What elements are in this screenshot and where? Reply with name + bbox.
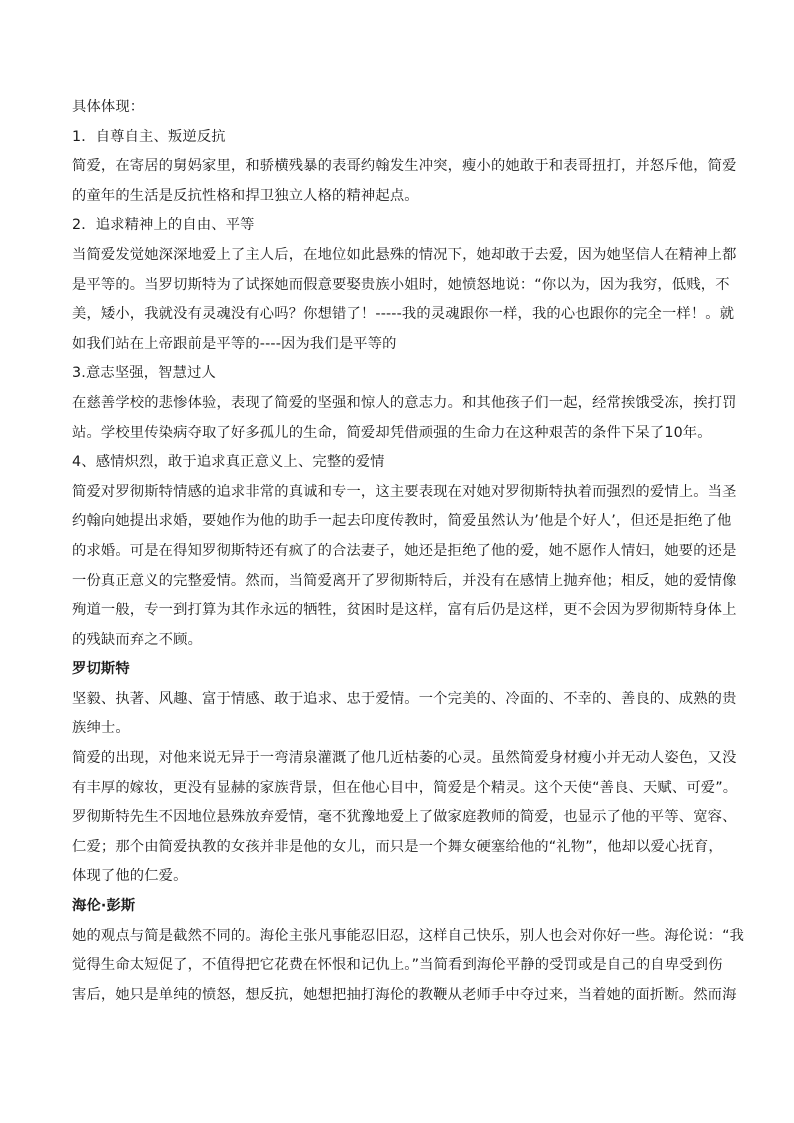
text-line: 3.意志坚强，智慧过人 <box>72 365 216 382</box>
text-line: 约翰向她提出求婚，要她作为他的助手一起去印度传教时，简爱虽然认为’他是个好人’，但还是拒绝了他 <box>72 513 732 530</box>
text-line: 族绅士。 <box>72 720 130 737</box>
text-line: 觉得生命太短促了，不值得把它花费在怀恨和记仇上。”当简看到海伦平静的受罚或是自己的自卑受到伤 <box>72 957 723 974</box>
text-line: 具体体现： <box>72 99 145 115</box>
section-heading: 罗切斯特 <box>72 661 130 678</box>
text-line: 在慈善学校的悲惨体验，表现了简爱的坚强和惊人的意志力。和其他孩子们一起，经常挨饿受冻，挨打罚 <box>72 394 737 411</box>
text-line: 有丰厚的嫁妆，更没有显赫的家族背景，但在他心目中，简爱是个精灵。这个天使“善良、天赋、可爱”。 <box>72 779 738 796</box>
text-line: 是平等的。当罗切斯特为了试探她而假意要娶贵族小姐时，她愤怒地说：“你以为，因为我穷，低贱，不 <box>72 276 730 293</box>
text-line: 当简爱发觉她深深地爱上了主人后，在地位如此悬殊的情况下，她却敢于去爱，因为她坚信人在精神上都 <box>72 246 737 263</box>
text-line: 坚毅、执著、风趣、富于情感、敢于追求、忠于爱情。一个完美的、冷面的、不幸的、善良的、成熟的贵 <box>72 690 737 707</box>
text-line: 她的观点与简是截然不同的。海伦主张凡事能忍旧忍，这样自己快乐，别人也会对你好一些。海伦说：“我 <box>72 927 745 944</box>
document-body <box>72 93 745 1010</box>
text-line: 殉道一般，专一到打算为其作永远的牺牲，贫困时是这样，富有后仍是这样，更不会因为罗彻斯特身体上 <box>72 602 737 619</box>
text-line: 体现了他的仁爱。 <box>72 868 188 885</box>
text-line: 的求婚。可是在得知罗彻斯特还有疯了的合法妻子，她还是拒绝了他的爱，她不愿作人情妇，她要的还是 <box>72 542 737 559</box>
text-line: 1．自尊自主、叛逆反抗 <box>72 128 226 145</box>
section-heading: 海伦·彭斯 <box>72 898 136 915</box>
text-line: 简爱，在寄居的舅妈家里，和骄横残暴的表哥约翰发生冲突，瘦小的她敢于和表哥扭打，并怒斥他，简爱 <box>72 158 737 175</box>
text-line: 2．追求精神上的自由、平等 <box>72 217 255 234</box>
text-line: 简爱的出现，对他来说无异于一弯清泉灌溉了他几近枯萎的心灵。虽然简爱身材瘦小并无动人姿色，又没 <box>72 750 737 767</box>
text-line: 一份真正意义的完整爱情。然而，当简爱离开了罗彻斯特后，并没有在感情上抛弃他；相反，她的爱情像 <box>72 572 737 589</box>
text-line: 罗彻斯特先生不因地位悬殊放弃爱情，毫不犹豫地爱上了做家庭教师的简爱，也显示了他的平等、宽容、 <box>72 809 737 826</box>
text-line: 美，矮小，我就没有灵魂没有心吗？你想错了！-----我的灵魂跟你一样，我的心也跟你的完全一样！。就 <box>72 306 735 323</box>
text-line: 仁爱；那个由简爱执教的女孩并非是他的女儿，而只是一个舞女硬塞给他的“礼物”，他却以爱心抚育， <box>72 838 723 855</box>
text-line: 如我们站在上帝跟前是平等的----因为我们是平等的 <box>72 335 397 352</box>
text-line: 简爱对罗彻斯特情感的追求非常的真诚和专一，这主要表现在对她对罗彻斯特执着而强烈的爱情上。当圣 <box>72 483 737 500</box>
text-line: 害后，她只是单纯的愤怒，想反抗，她想把抽打海伦的教鞭从老师手中夺过来，当着她的面折断。然而海 <box>72 986 737 1003</box>
text-line: 的童年的生活是反抗性格和捍卫独立人格的精神起点。 <box>72 187 419 204</box>
text-line: 站。学校里传染病夺取了好多孤儿的生命，简爱却凭借顽强的生命力在这种艰苦的条件下呆了10年。 <box>72 424 712 441</box>
text-line: 4、感情炽烈，敢于追求真正意义上、完整的爱情 <box>72 454 385 471</box>
text-line: 的残缺而弃之不顾。 <box>72 631 203 648</box>
